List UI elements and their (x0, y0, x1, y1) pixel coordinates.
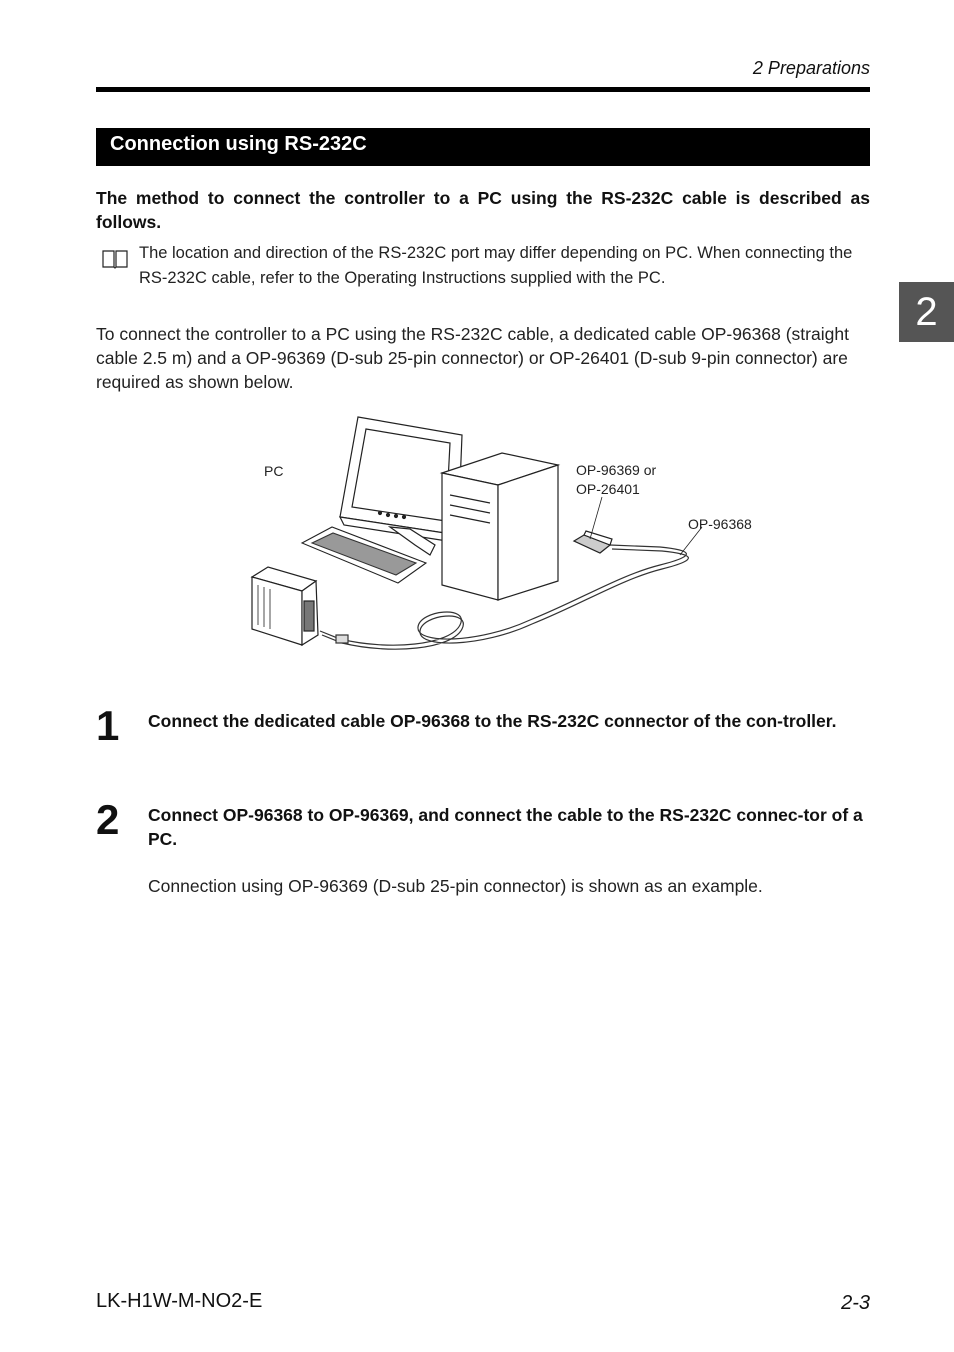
body-paragraph: To connect the controller to a PC using the RS-232C cable, a dedicated cable OP-96368 (straight cable 2.5 m) and a OP-96369 (D-sub 25-pin connector) or OP-26401 (D-sub 9-pin connector) are required as shown below. (96, 324, 849, 392)
header-rule (96, 87, 870, 92)
section-heading-bar (96, 128, 870, 166)
step-number-2: 2 (96, 796, 120, 843)
pc-tower-illustration (442, 453, 558, 600)
chapter-number: 2 (915, 290, 938, 334)
controller-illustration (252, 567, 318, 645)
label-connector-line2: OP-26401 (576, 481, 640, 497)
connection-diagram (240, 405, 780, 670)
step-number-1: 1 (96, 702, 120, 749)
footer-page-number: 2-3 (841, 1292, 870, 1314)
step-text-1: Connect the dedicated cable OP-96368 to the RS-232C connector of the con-troller. (148, 711, 837, 731)
book-icon (101, 248, 129, 270)
dsub-connector-illustration (574, 531, 612, 553)
label-pc: PC (264, 463, 284, 479)
intro-text: The method to connect the controller to a PC using the RS-232C cable is described as follows. (96, 188, 870, 232)
label-connector-line1: OP-96369 or (576, 462, 657, 478)
note-text: The location and direction of the RS-232C port may differ depending on PC. When connecting the RS-232C cable, refer to the Operating Instructions supplied with the PC. (139, 244, 853, 287)
step-text-2: Connect OP-96368 to OP-96369, and connect the cable to the RS-232C connec-tor of a PC. (148, 805, 863, 849)
step-2-note: Connection using OP-96369 (D-sub 25-pin connector) is shown as an example. (148, 876, 763, 896)
chapter-tab (899, 282, 954, 342)
section-title: Connection using RS-232C (110, 133, 367, 155)
label-cable: OP-96368 (688, 516, 752, 532)
footer-doc-code: LK-H1W-M-NO2-E (96, 1290, 263, 1312)
running-header: 2 Preparations (752, 58, 870, 78)
